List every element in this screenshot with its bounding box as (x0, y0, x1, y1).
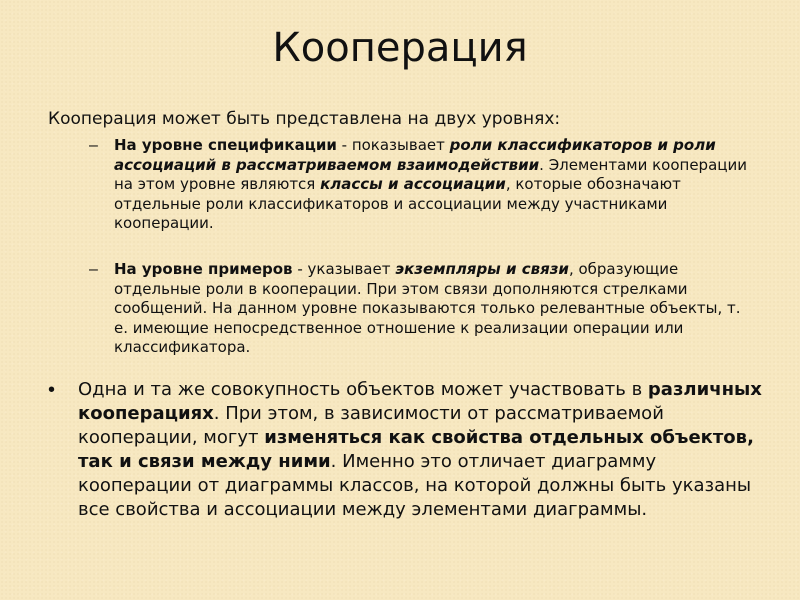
term-roles: роли классификаторов и роли ассоциаций в рассматриваемом взаимодействии (114, 136, 716, 174)
list-item-instance-level (89, 260, 749, 358)
dash-bullet-icon: – (89, 137, 98, 154)
dash-bullet-icon: – (89, 261, 98, 278)
term-instance-level: На уровне примеров (114, 260, 293, 278)
term-properties-and-links-change: изменяться как свойства отдельных объектов, так и связи между ними (78, 427, 754, 472)
text-run: . Именно это отличает диаграмму кооперации от диаграммы классов, на которой должны быть указаны все свойства и ассоциации между элементами диаграммы. (78, 451, 752, 520)
text-run: . При этом, в зависимости от рассматриваемой кооперации, могут (78, 403, 664, 448)
term-classes-associations: классы и ассоциации (320, 175, 506, 193)
text-run: - указывает (292, 260, 396, 278)
text-run: Одна и та же совокупность объектов может участвовать в (78, 379, 648, 400)
text-run: , которые обозначают отдельные роли классификаторов и ассоциации между участниками кооперации. (114, 175, 681, 232)
list-item-text (114, 260, 749, 358)
term-different-cooperations: различных кооперациях (78, 379, 762, 424)
term-instances-links: экземпляры и связи (395, 260, 569, 278)
round-bullet-icon: • (48, 379, 56, 401)
slide-title: Кооперация (272, 25, 528, 71)
list-item-text (114, 136, 749, 234)
text-run: . Элементами кооперации на этом уровне являются (114, 155, 747, 193)
term-specification-level: На уровне спецификации (114, 136, 337, 154)
list-item-specification-level (89, 136, 749, 234)
main-bullet-paragraph (48, 378, 763, 522)
main-bullet-text (78, 378, 763, 522)
intro-text: Кооперация может быть представлена на двух уровнях: (48, 109, 561, 129)
text-run: , образующие отдельные роли в кооперации. При этом связи дополняются стрелками сообщений. На данном уровне показываются только релевантные объекты, т. е. имеющие непосредственное отношение к реализации операции или классификатора. (114, 260, 741, 356)
text-run: - показывает (336, 136, 450, 154)
